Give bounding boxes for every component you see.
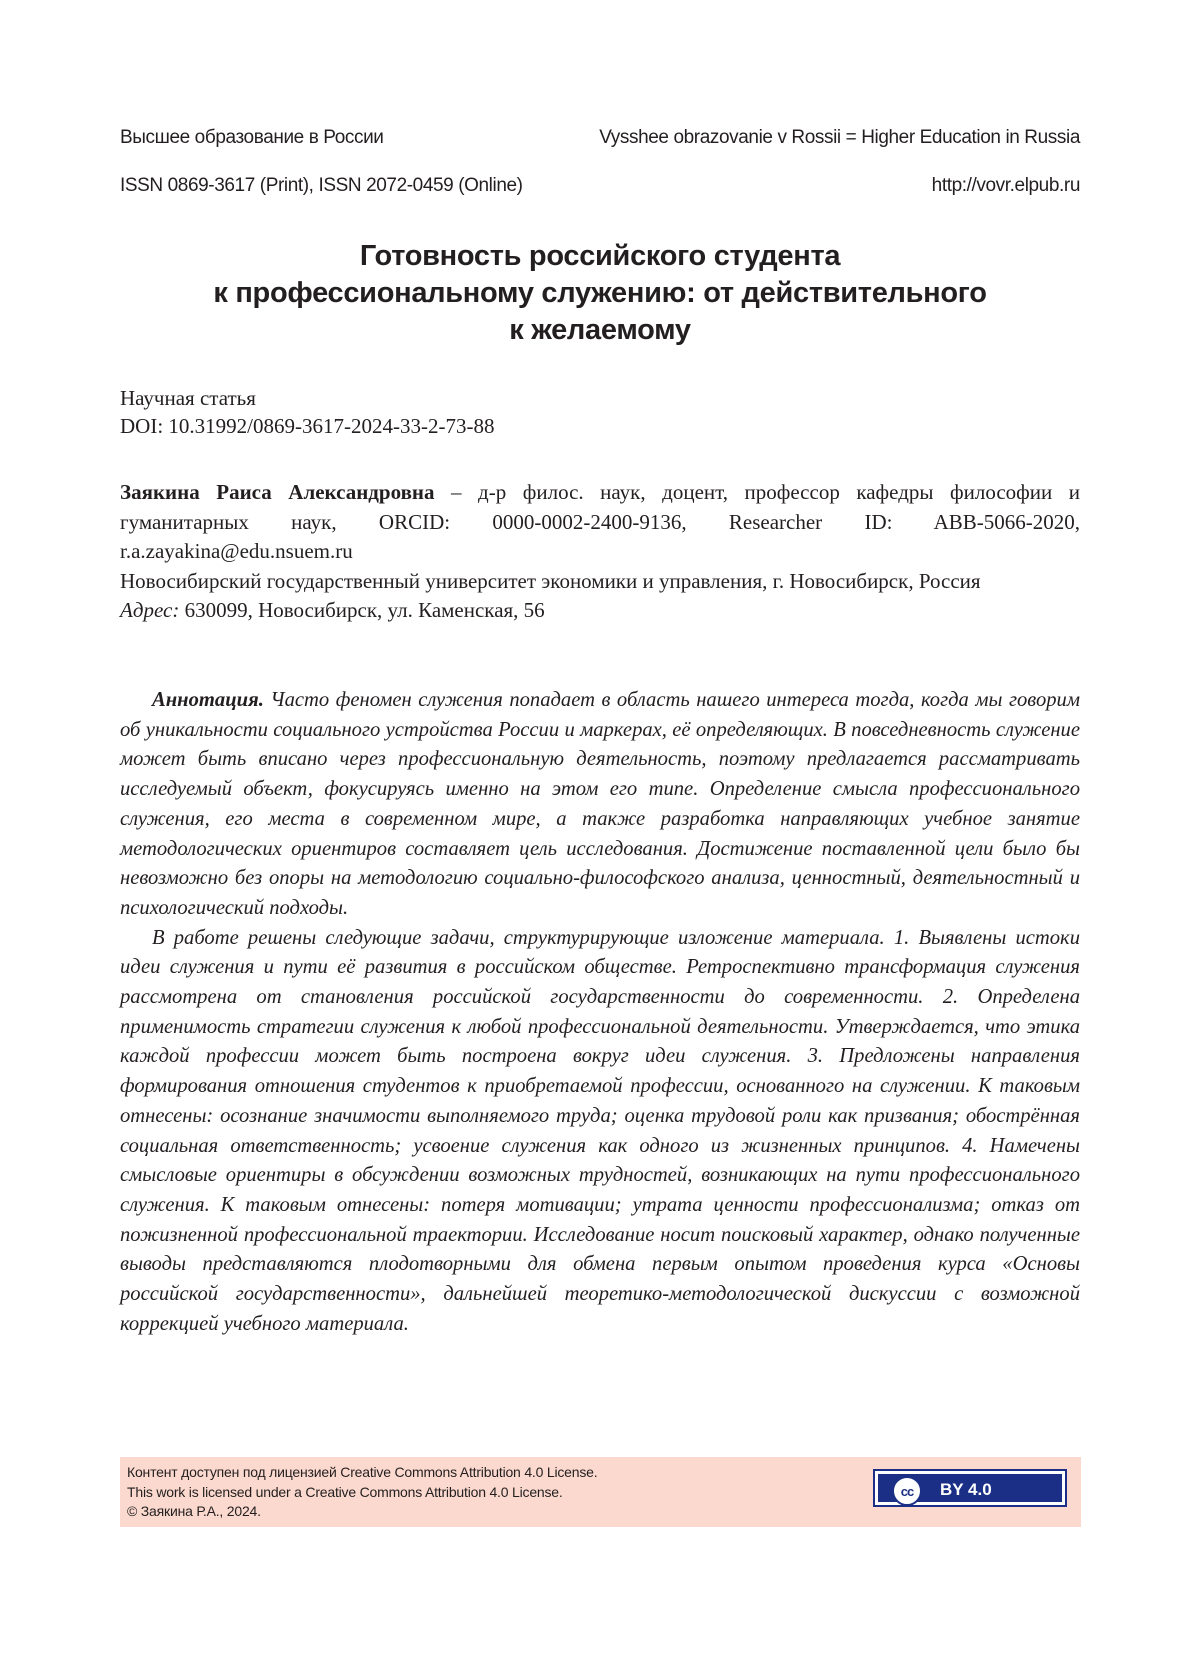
address-label: Адрес: [120, 598, 180, 622]
journal-title-en: Vysshee obrazovanie v Rossii = Higher Education in Russia [599, 127, 1080, 148]
copyright-line: © Заякина Р.А., 2024. [127, 1503, 261, 1519]
journal-url[interactable]: http://vovr.elpub.ru [931, 175, 1080, 196]
doi[interactable]: DOI: 10.31992/0869-3617-2024-33-2-73-88 [120, 414, 495, 438]
issn: ISSN 0869-3617 (Print), ISSN 2072-0459 (Online) [120, 175, 523, 196]
title-line-3: к желаемому [509, 314, 691, 346]
article-title [120, 238, 1080, 349]
license-line-en: This work is licensed under a Creative Commons Attribution 4.0 License. [127, 1483, 563, 1500]
address-text: 630099, Новосибирск, ул. Каменская, 56 [179, 598, 545, 622]
abstract-paragraph-1 [120, 686, 1080, 924]
abstract [120, 686, 1080, 1339]
affiliation: Новосибирский государственный университет экономики и управления, г. Новосибирск, Россия [120, 568, 981, 593]
author-info [120, 478, 1080, 567]
author-block [120, 478, 1080, 626]
license-box [120, 1457, 1081, 1527]
abstract-text-1: Часто феномен служения попадает в область нашего интереса тогда, когда мы говорим об уникальности социального устройства России и маркерах, её определяющих. В повседневность служение может быть вписано через профессиональную деятельность, поэтому предлагается рассматривать исследуемый объект, фокусируясь именно на этом его типе. Определение смысла профессионального служения, его места в современном мире, а также разработка направляющих учебное занятие методологических ориентиров составляет цель исследования. Достижение поставленной цели было бы невозможно без опоры на методологию социально-философского анализа, ценностный, деятельностный и психологический подходы. [120, 689, 1080, 919]
abstract-label: Аннотация. [152, 689, 264, 711]
license-text [127, 1463, 597, 1522]
cc-icon: cc [892, 1476, 922, 1506]
journal-title-ru: Высшее образование в России [120, 127, 384, 148]
title-line-2: к профессиональному служению: от действительного [213, 277, 987, 309]
title-line-1: Готовность российского студента [359, 240, 841, 272]
address [120, 596, 1080, 626]
author-details: – д-р филос. наук, доцент, профессор кафедры философии и гуманитарных наук, ORCID: 0000-0002-2400-9136, Researcher ID: ABB-5066-2020, r.a.zayakina@edu.nsuem.ru [120, 480, 1081, 563]
author-name: Заякина Раиса Александровна [120, 480, 435, 504]
abstract-paragraph-2: В работе решены следующие задачи, структурирующие изложение материала. 1. Выявлены истоки идеи служения и пути её развития в российском обществе. Ретроспективно трансформация служения рассмотрена от становления российской государственности до современности. 2. Определена применимость стратегии служения к любой профессиональной деятельности. Утверждается, что этика каждой профессии может быть построена вокруг идеи служения. 3. Предложены направления формирования отношения студентов к приобретаемой профессии, основанного на служении. К таковым отнесены: осознание значимости выполняемого труда; оценка трудовой роли как призвания; обострённая социальная ответственность; усвоение служения как одного из жизненных принципов. 4. Намечены смысловые ориентиры в обсуждении возможных трудностей, возникающих на пути профессионального служения. К таковым отнесены: потеря мотивации; утрата ценности профессионализма; отказ от пожизненной профессиональной траектории. Исследование носит поисковый характер, однако полученные выводы представляются плодотворными для обмена первым опытом проведения курса «Основы российской государственности», дальнейшей теоретико-методологической дискуссии с возможной коррекцией учебного материала. [120, 926, 1080, 1335]
cc-by-badge[interactable] [873, 1469, 1067, 1507]
article-type: Научная статья [120, 386, 256, 410]
license-line-ru: Контент доступен под лицензией Creative Commons Attribution 4.0 License. [127, 1464, 598, 1480]
cc-badge-label: BY 4.0 [940, 1480, 992, 1499]
